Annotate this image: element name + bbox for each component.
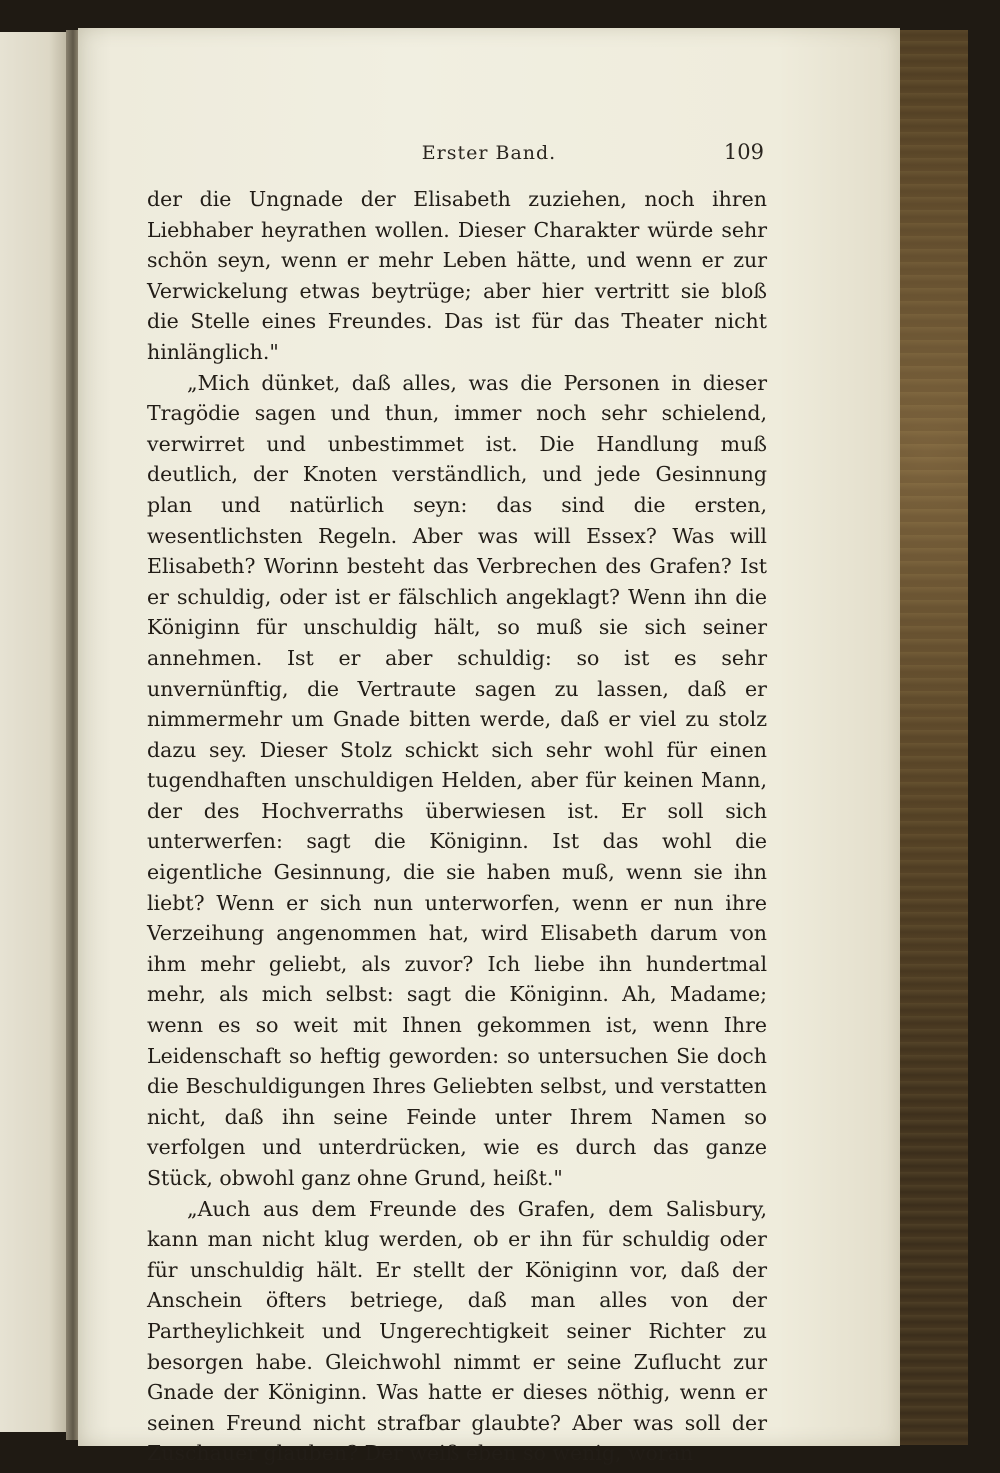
body-text xyxy=(147,184,767,1469)
paragraph: „Auch aus dem Freunde des Grafen, dem Salisbury, kann man nicht klug werden, ob er ihn für schuldig oder für unschuldig hält. Er stellt der Königinn vor, daß der Anschein öfters betriege, daß man alles von der Partheylichkeit und Ungerechtigkeit seiner Richter zu besorgen habe. Gleichwohl nimmt er seine Zuflucht zur Gnade der Königinn. Was hatte er dieses nöthig, wenn er seinen Freund nicht strafbar glaubte? Aber was soll der Zuschauer glauben? Der weiß eben so wenig, woran xyxy=(147,1196,767,1466)
paragraph: „Mich dünket, daß alles, was die Personen in dieser Tragödie sagen und thun, immer noch sehr schielend, verwirret und unbestimmet ist. Die Handlung muß deutlich, der Knoten verständlich, und jede Gesinnung plan und natürlich seyn: das sind die ersten, wesentlichsten Regeln. Aber was will Essex? Was will Elisabeth? Worinn besteht das Verbrechen des Grafen? Ist er schuldig, oder ist er fälschlich angeklagt? Wenn ihn die Königinn für unschuldig hält, so muß sie sich seiner annehmen. Ist er aber schuldig: so ist es sehr unvernünftig, die Vertraute sagen zu lassen, daß er nimmermehr um Gnade bitten werde, daß er viel zu stolz dazu sey. Dieser Stolz schickt sich sehr wohl für einen tugendhaften unschuldigen Helden, aber für keinen Mann, der des Hochverraths überwiesen ist. Er soll sich unterwerfen: sagt die Königinn. Ist das wohl die eigentliche Gesinnung, die sie haben muß, wenn sie ihn liebt? Wenn er sich nun unterworfen, wenn er nun ihre Verzeihung angenommen hat, wird Elisabeth darum von ihm mehr geliebt, als zuvor? Ich liebe ihn hundertmal mehr, als mich selbst: sagt die Königinn. Ah, Madame; wenn es so weit mit Ihnen gekommen ist, wenn Ihre Leidenschaft so heftig geworden: so untersuchen Sie doch die Beschuldigungen Ihres Geliebten selbst, und verstatten nicht, daß ihn seine Feinde unter Ihrem Namen so verfolgen und unterdrücken, wie es durch das ganze Stück, obwohl ganz ohne Grund, heißt." xyxy=(147,370,767,1190)
facing-page-edge xyxy=(0,32,70,1432)
running-title: Erster Band. xyxy=(421,142,557,164)
page-number: 109 xyxy=(723,140,764,164)
book-cover-edge xyxy=(898,30,968,1445)
book-page xyxy=(78,28,900,1466)
paragraph: der die Ungnade der Elisabeth zuziehen, noch ihren Liebhaber heyrathen wollen. Dieser Charakter würde sehr schön seyn, wenn er mehr Leben hätte, und wenn er zur Verwickelung etwas beytrüge; aber hier vertritt sie bloß die Stelle eines Freundes. Das ist für das Theater nicht hinlänglich." xyxy=(147,187,767,364)
page-header xyxy=(78,136,900,176)
